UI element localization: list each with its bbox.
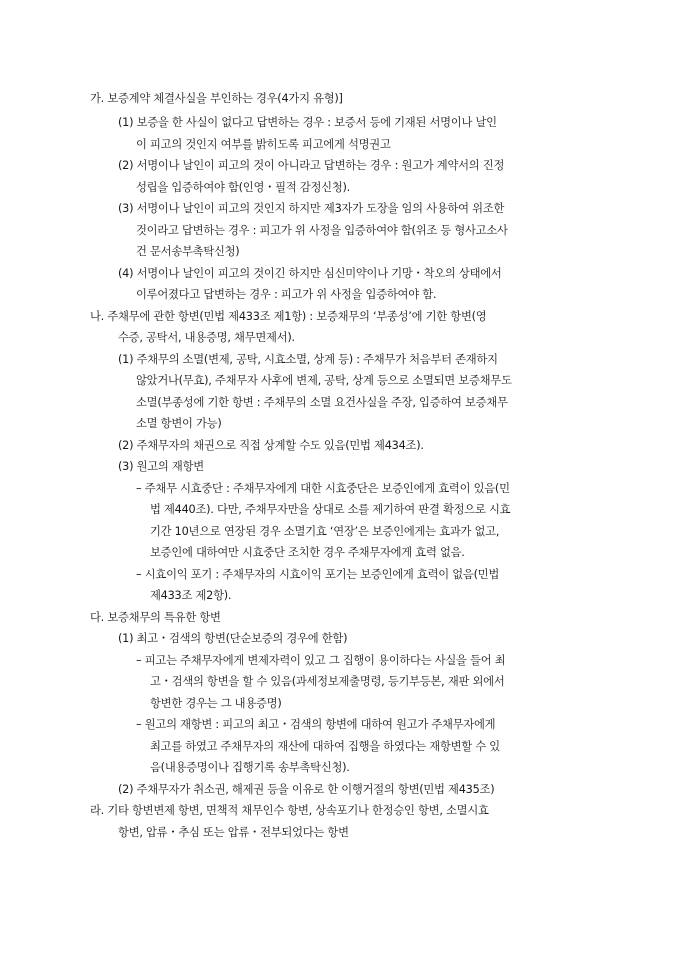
section-na-heading-cont: 수증, 공탁서, 내용증명, 채무면제서).: [118, 331, 295, 344]
item-text: 않았거나(무효), 주채무자 사후에 변제, 공탁, 상계 등으로 소멸되면 보증채무도: [136, 374, 512, 387]
bullet-text: 최고를 하였고 주채무자의 재산에 대하여 집행을 하였다는 재항변할 수 있: [150, 740, 500, 753]
item-text: (4) 서명이나 날인이 피고의 것이긴 하지만 심신미약이나 기망・착오의 상태에서: [118, 267, 502, 280]
item-text: 이 피고의 것인지 여부를 밝히도록 피고에게 석명권고: [136, 138, 391, 151]
item-text: 소멸(부종성에 기한 항변 : 주채무의 소멸 요건사실을 주장, 입증하여 보증채무: [136, 396, 508, 409]
item-text: (1) 주채무의 소멸(변제, 공탁, 시효소멸, 상계 등) : 주채무가 처음부터 존재하지: [118, 353, 498, 366]
section-ga-heading: 가. 보증계약 체결사실을 부인하는 경우(4가지 유형)]: [90, 92, 343, 105]
section-na-heading: 나. 주채무에 관한 항변(민법 제433조 제1항) : 보증채무의 ‘부종성’에 기한 항변(영: [90, 310, 487, 323]
item-text: (3) 서명이나 날인이 피고의 것인지 하지만 제3자가 도장을 임의 사용하여 위조한: [118, 202, 505, 215]
item-text: (1) 보증을 한 사실이 없다고 답변하는 경우 : 보증서 등에 기재된 서명이나 날인: [118, 116, 497, 129]
section-da-heading: 다. 보증채무의 특유한 항변: [90, 611, 221, 624]
bullet-text: – 피고는 주채무자에게 변제자력이 있고 그 집행이 용이하다는 사실을 들어 최: [136, 654, 506, 667]
item-text: (2) 주채무자가 취소권, 해제권 등을 이유로 한 이행거절의 항변(민법 제435조): [118, 783, 495, 796]
bullet-text: 음(내용증명이나 집행기록 송부촉탁신청).: [150, 761, 350, 774]
bullet-text: 기간 10년으로 연장된 경우 소멸기효 ‘연장’은 보증인에게는 효과가 없고,: [150, 525, 500, 538]
bullet-text: – 주채무 시효중단 : 주채무자에게 대한 시효중단은 보증인에게 효력이 있음(민: [136, 482, 510, 495]
bullet-text: 보증인에 대하여만 시효중단 조치한 경우 주채무자에게 효력 없음.: [150, 546, 465, 559]
item-title: (1) 최고・검색의 항변(단순보증의 경우에 한함): [118, 632, 348, 645]
item-text: 이루어졌다고 답변하는 경우 : 피고가 위 사정을 입증하여야 함.: [136, 288, 437, 301]
item-text: 성립을 입증하여야 함(인영・필적 감정신청).: [136, 181, 350, 194]
item-text: (2) 서명이나 날인이 피고의 것이 아니라고 답변하는 경우 : 원고가 계약서의 진정: [118, 159, 505, 172]
section-ra-heading-cont: 항변, 압류・추심 또는 압류・전부되었다는 항변: [118, 826, 349, 839]
bullet-text: 제433조 제2항).: [150, 589, 232, 602]
bullet-text: 항변한 경우는 그 내용증명): [150, 697, 282, 710]
item-text: 것이라고 답변하는 경우 : 피고가 위 사정을 입증하여야 함(위조 등 형사고소사: [136, 224, 508, 237]
item-text: 건 문서송부촉탁신청): [136, 245, 240, 258]
item-text: (2) 주채무자의 채권으로 직접 상계할 수도 있음(민법 제434조).: [118, 439, 424, 452]
bullet-text: 고・검색의 항변을 할 수 있음(과세정보제출명령, 등기부등본, 재판 외에서: [150, 675, 505, 688]
item-title: (3) 원고의 재항변: [118, 460, 204, 473]
bullet-text: 법 제440조). 다만, 주채무자만을 상대로 소를 제기하여 판결 확정으로 시효: [150, 503, 511, 516]
section-ra-heading: 라. 기타 항변변제 항변, 면책적 채무인수 항변, 상속포기나 한정승인 항변, 소멸시효: [90, 804, 489, 817]
bullet-text: – 시효이익 포기 : 주채무자의 시효이익 포기는 보증인에게 효력이 없음(민법: [136, 568, 500, 581]
bullet-text: – 원고의 재항변 : 피고의 최고・검색의 항변에 대하여 원고가 주채무자에게: [136, 718, 496, 731]
item-text: 소멸 항변이 가능): [136, 417, 222, 430]
